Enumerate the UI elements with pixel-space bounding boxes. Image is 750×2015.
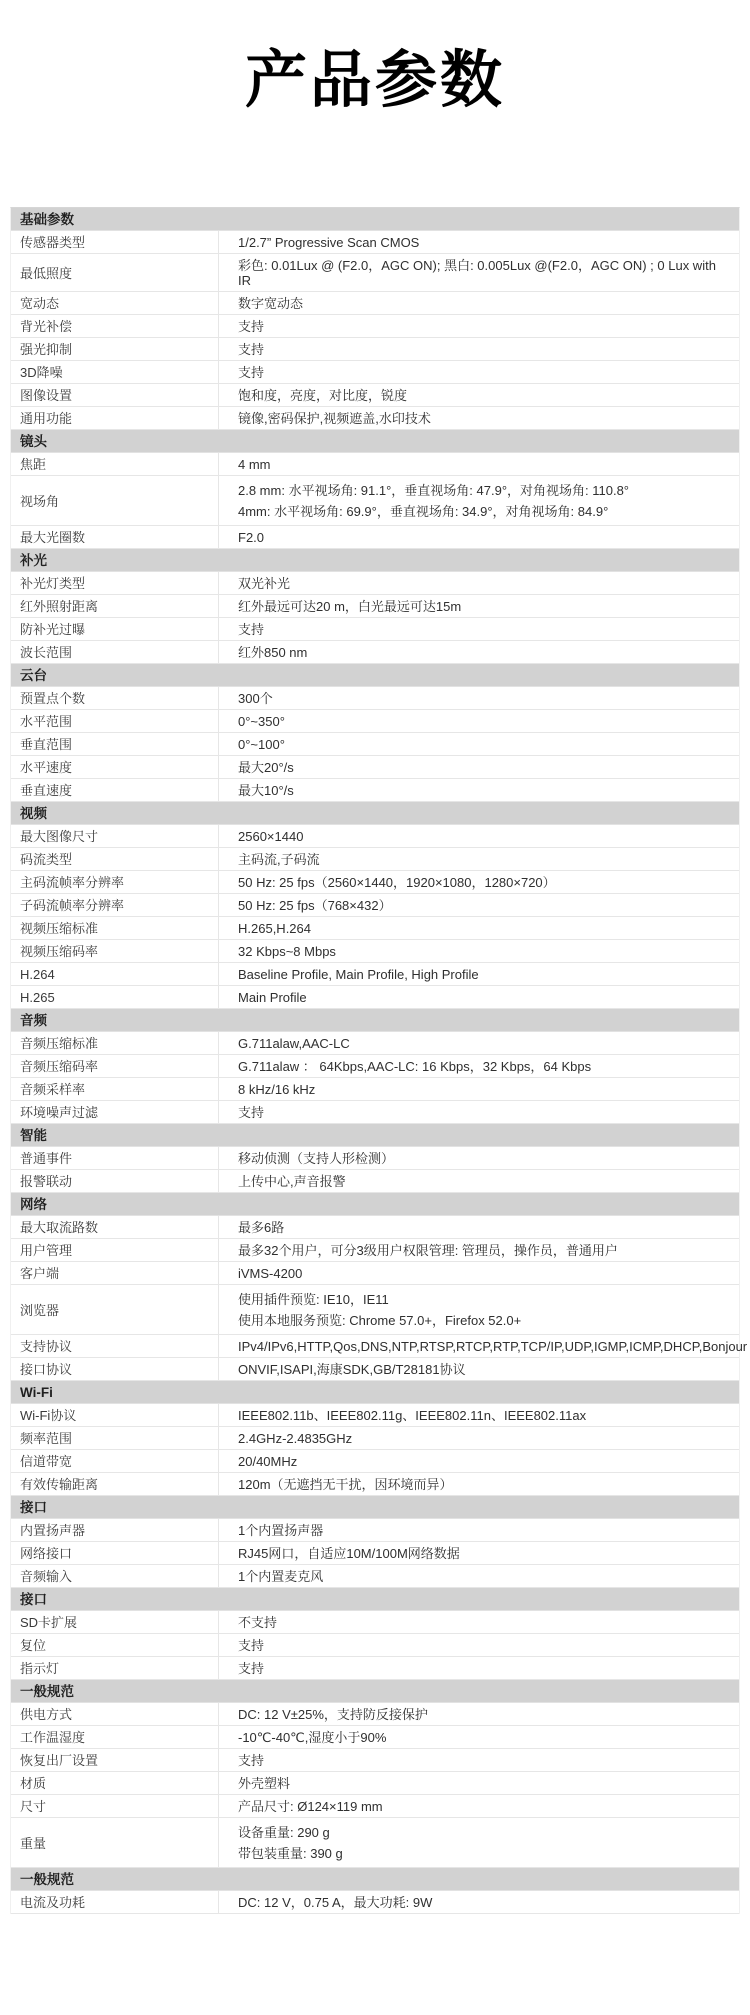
- spec-section: [11, 802, 739, 1009]
- spec-value-line: 外壳塑料: [238, 1776, 291, 1791]
- spec-label: 3D降噪: [11, 361, 219, 383]
- spec-value-line: 支持: [238, 365, 265, 380]
- spec-label: 强光抑制: [11, 338, 219, 360]
- spec-value-line: 支持: [238, 1105, 265, 1120]
- spec-value-line: RJ45网口，自适应10M/100M网络数据: [238, 1546, 460, 1561]
- page-title: 产品参数: [244, 46, 505, 115]
- spec-label: 浏览器: [11, 1285, 219, 1334]
- spec-value-line: 数字宽动态: [238, 296, 304, 311]
- spec-label: 波长范围: [11, 641, 219, 663]
- spec-value: [219, 1818, 739, 1867]
- spec-label: 网络接口: [11, 1542, 219, 1564]
- spec-value-line: 支持: [238, 1661, 265, 1676]
- spec-label: 指示灯: [11, 1657, 219, 1679]
- spec-value: [219, 254, 739, 291]
- spec-label: 复位: [11, 1634, 219, 1656]
- spec-section: [11, 1009, 739, 1124]
- spec-value: [219, 733, 739, 755]
- spec-row: [11, 1101, 739, 1124]
- spec-value: [219, 779, 739, 801]
- spec-value: [219, 476, 739, 525]
- spec-value: [219, 338, 739, 360]
- spec-label: 内置扬声器: [11, 1519, 219, 1541]
- spec-value: [219, 1427, 739, 1449]
- spec-value-line: 支持: [238, 342, 265, 357]
- spec-label: 音频压缩码率: [11, 1055, 219, 1077]
- spec-row: [11, 361, 739, 384]
- spec-value-line: 120m（无遮挡无干扰，因环境而异）: [238, 1477, 453, 1492]
- spec-value: [219, 572, 739, 594]
- product-spec-table: [10, 207, 748, 1914]
- spec-label: 恢复出厂设置: [11, 1749, 219, 1771]
- spec-value: [219, 292, 739, 314]
- spec-value-line: 8 kHz/16 kHz: [238, 1082, 316, 1097]
- spec-label: 背光补偿: [11, 315, 219, 337]
- spec-section-header: 镜头: [11, 430, 739, 453]
- spec-row: [11, 1032, 739, 1055]
- spec-value: [219, 1542, 739, 1564]
- spec-label: 垂直速度: [11, 779, 219, 801]
- spec-row: [11, 1726, 739, 1749]
- spec-row: [11, 254, 739, 292]
- spec-label: 码流类型: [11, 848, 219, 870]
- spec-row: [11, 1262, 739, 1285]
- spec-section-rows: [11, 1703, 739, 1868]
- spec-row: [11, 1335, 748, 1358]
- spec-value-line: 支持: [238, 319, 265, 334]
- spec-label: SD卡扩展: [11, 1611, 219, 1633]
- spec-label: 接口协议: [11, 1358, 219, 1380]
- spec-label: 客户端: [11, 1262, 219, 1284]
- spec-section-rows: [11, 453, 739, 549]
- spec-value-line: 支持: [238, 1638, 265, 1653]
- spec-row: [11, 572, 739, 595]
- spec-value: [219, 1473, 739, 1495]
- spec-section-header: 云台: [11, 664, 739, 687]
- spec-section-header: 接口: [11, 1588, 739, 1611]
- spec-row: [11, 1078, 739, 1101]
- spec-section: [11, 208, 739, 430]
- spec-value: [219, 963, 739, 985]
- spec-label: 视频压缩标准: [11, 917, 219, 939]
- spec-value: [219, 407, 739, 429]
- spec-value-line: ONVIF,ISAPI,海康SDK,GB/T28181协议: [238, 1362, 466, 1377]
- spec-value-line: 彩色: 0.01Lux @ (F2.0，AGC ON); 黑白: 0.005Lux @(F2.0，AGC ON) ; 0 Lux with IR: [238, 258, 716, 288]
- spec-row: [11, 1891, 739, 1914]
- spec-value-line: 使用本地服务预览: Chrome 57.0+，Firefox 52.0+: [238, 1313, 522, 1328]
- spec-section-header: 一般规范: [11, 1680, 739, 1703]
- spec-section: [11, 430, 739, 549]
- spec-section-header: 视频: [11, 802, 739, 825]
- spec-value: [219, 231, 739, 253]
- spec-value: [219, 1032, 739, 1054]
- spec-value-line: 双光补光: [238, 576, 291, 591]
- spec-section-rows: [11, 1216, 748, 1381]
- spec-value: [219, 756, 739, 778]
- spec-row: [11, 940, 739, 963]
- spec-row: [11, 986, 739, 1009]
- spec-label: 供电方式: [11, 1703, 219, 1725]
- spec-value-line: 4 mm: [238, 457, 271, 472]
- spec-section-rows: [11, 231, 739, 430]
- spec-section-header: 智能: [11, 1124, 739, 1147]
- spec-label: 最大图像尺寸: [11, 825, 219, 847]
- spec-label: 音频压缩标准: [11, 1032, 219, 1054]
- spec-value: [219, 1262, 739, 1284]
- spec-label: H.265: [11, 986, 219, 1008]
- spec-value-line: 不支持: [238, 1615, 278, 1630]
- spec-row: [11, 1427, 739, 1450]
- spec-value-line: 4mm: 水平视场角: 69.9°，垂直视场角: 34.9°，对角视场角: 84.9°: [238, 504, 609, 519]
- spec-row: [11, 963, 739, 986]
- spec-label: 环境噪声过滤: [11, 1101, 219, 1123]
- spec-label: 最低照度: [11, 254, 219, 291]
- spec-section-header: 音频: [11, 1009, 739, 1032]
- spec-row: [11, 687, 739, 710]
- spec-row: [11, 1170, 739, 1193]
- spec-row: [11, 779, 739, 802]
- spec-value-line: 300个: [238, 691, 273, 706]
- spec-row: [11, 1657, 739, 1680]
- spec-label: 传感器类型: [11, 231, 219, 253]
- spec-row: [11, 315, 739, 338]
- spec-value-line: 设备重量: 290 g: [238, 1825, 330, 1840]
- spec-section: [11, 1680, 739, 1868]
- spec-label: 补光灯类型: [11, 572, 219, 594]
- spec-value: [219, 1147, 739, 1169]
- spec-row: [11, 1611, 739, 1634]
- spec-value-line: 50 Hz: 25 fps（2560×1440，1920×1080，1280×720）: [238, 875, 556, 890]
- spec-value-line: H.265,H.264: [238, 921, 311, 936]
- spec-section-rows: [11, 572, 739, 664]
- spec-value: [219, 1239, 739, 1261]
- spec-value-line: 使用插件预览: IE10，IE11: [238, 1292, 389, 1307]
- spec-label: 普通事件: [11, 1147, 219, 1169]
- spec-row: [11, 1055, 739, 1078]
- spec-value: [219, 871, 739, 893]
- spec-value: [219, 526, 739, 548]
- spec-value: [219, 641, 739, 663]
- spec-value: [219, 894, 739, 916]
- spec-value: [219, 384, 739, 406]
- spec-section-header: 基础参数: [11, 208, 739, 231]
- spec-value: [219, 315, 739, 337]
- spec-value: [219, 1216, 739, 1238]
- spec-row: [11, 1216, 739, 1239]
- spec-row: [11, 1772, 739, 1795]
- spec-row: [11, 756, 739, 779]
- spec-section-rows: [11, 687, 739, 802]
- spec-row: [11, 1634, 739, 1657]
- spec-section-rows: [11, 1891, 739, 1914]
- spec-row: [11, 476, 739, 526]
- spec-row: [11, 848, 739, 871]
- spec-value-line: 红外最远可达20 m，白光最远可达15m: [238, 599, 462, 614]
- spec-section: [11, 1193, 748, 1381]
- spec-row: [11, 710, 739, 733]
- spec-label: 用户管理: [11, 1239, 219, 1261]
- spec-value: [219, 917, 739, 939]
- spec-label: Wi-Fi协议: [11, 1404, 219, 1426]
- spec-row: [11, 641, 739, 664]
- spec-value-line: 移动侦测（支持人形检测）: [238, 1151, 395, 1166]
- spec-row: [11, 1542, 739, 1565]
- spec-row: [11, 453, 739, 476]
- spec-value-line: F2.0: [238, 530, 265, 545]
- spec-label: 宽动态: [11, 292, 219, 314]
- spec-value-line: 支持: [238, 622, 265, 637]
- spec-value: [219, 1611, 739, 1633]
- spec-value: [219, 848, 739, 870]
- spec-section-header: 补光: [11, 549, 739, 572]
- spec-value-line: 2.8 mm: 水平视场角: 91.1°，垂直视场角: 47.9°，对角视场角: 110.8°: [238, 483, 630, 498]
- spec-section-header: Wi-Fi: [11, 1381, 739, 1404]
- spec-row: [11, 618, 739, 641]
- spec-value: [219, 1404, 739, 1426]
- spec-section: [11, 664, 739, 802]
- spec-value-line: iVMS-4200: [238, 1266, 303, 1281]
- spec-section: [11, 1496, 739, 1588]
- spec-value-line: 饱和度，亮度，对比度，锐度: [238, 388, 408, 403]
- spec-row: [11, 231, 739, 254]
- spec-row: [11, 1147, 739, 1170]
- spec-label: 防补光过曝: [11, 618, 219, 640]
- spec-label: 预置点个数: [11, 687, 219, 709]
- spec-row: [11, 871, 739, 894]
- spec-row: [11, 526, 739, 549]
- spec-label: 水平速度: [11, 756, 219, 778]
- spec-row: [11, 1285, 739, 1335]
- spec-row: [11, 1450, 739, 1473]
- spec-section-header: 一般规范: [11, 1868, 739, 1891]
- spec-row: [11, 1473, 739, 1496]
- spec-value: [219, 1055, 739, 1077]
- spec-section-header: 接口: [11, 1496, 739, 1519]
- spec-value-line: DC: 12 V，0.75 A，最大功耗: 9W: [238, 1895, 433, 1910]
- spec-row: [11, 384, 739, 407]
- spec-row: [11, 1703, 739, 1726]
- spec-value-line: Baseline Profile, Main Profile, High Profile: [238, 967, 479, 982]
- spec-value-line: 红外850 nm: [238, 645, 308, 660]
- spec-value-line: 0°~100°: [238, 737, 285, 752]
- spec-section-rows: [11, 1404, 739, 1496]
- spec-value-line: 最多32个用户，可分3级用户权限管理: 管理员，操作员，普通用户: [238, 1243, 618, 1258]
- spec-label: 视频压缩码率: [11, 940, 219, 962]
- spec-value-line: 最大10°/s: [238, 783, 294, 798]
- spec-label: 频率范围: [11, 1427, 219, 1449]
- spec-value-line: 32 Kbps~8 Mbps: [238, 944, 336, 959]
- spec-value: [219, 1170, 739, 1192]
- spec-value-line: 镜像,密码保护,视频遮盖,水印技术: [238, 411, 431, 426]
- spec-label: 焦距: [11, 453, 219, 475]
- spec-section: [11, 1124, 739, 1193]
- spec-section-header: 网络: [11, 1193, 739, 1216]
- spec-value-line: 最多6路: [238, 1220, 285, 1235]
- spec-value-line: -10℃-40℃,湿度小于90%: [238, 1730, 387, 1745]
- spec-label: 红外照射距离: [11, 595, 219, 617]
- spec-value-line: 20/40MHz: [238, 1454, 298, 1469]
- spec-value-line: 主码流,子码流: [238, 852, 320, 867]
- spec-row: [11, 407, 739, 430]
- spec-value-line: 2560×1440: [238, 829, 304, 844]
- spec-value-line: IEEE802.11b、IEEE802.11g、IEEE802.11n、IEEE802.11ax: [238, 1408, 587, 1423]
- spec-row: [11, 1239, 739, 1262]
- spec-row: [11, 292, 739, 315]
- spec-section: [11, 1588, 739, 1680]
- spec-label: 子码流帧率分辨率: [11, 894, 219, 916]
- spec-row: [11, 1749, 739, 1772]
- spec-value-line: 1个内置扬声器: [238, 1523, 324, 1538]
- spec-value: [219, 1450, 739, 1472]
- spec-value-line: 最大20°/s: [238, 760, 294, 775]
- spec-value: [219, 1891, 739, 1913]
- spec-label: 信道带宽: [11, 1450, 219, 1472]
- spec-label: 图像设置: [11, 384, 219, 406]
- spec-value: [219, 1634, 739, 1656]
- spec-row: [11, 1818, 739, 1868]
- spec-value: [219, 1101, 739, 1123]
- spec-label: 水平范围: [11, 710, 219, 732]
- spec-label: 报警联动: [11, 1170, 219, 1192]
- spec-label: 音频输入: [11, 1565, 219, 1587]
- spec-value-line: DC: 12 V±25%，支持防反接保护: [238, 1707, 428, 1722]
- spec-row: [11, 917, 739, 940]
- spec-section: [11, 1381, 739, 1496]
- spec-value: [219, 1749, 739, 1771]
- spec-value: [219, 940, 739, 962]
- spec-value: [219, 1078, 739, 1100]
- spec-label: 支持协议: [11, 1335, 219, 1357]
- spec-value: [219, 595, 739, 617]
- spec-value-line: 带包装重量: 390 g: [238, 1846, 343, 1861]
- spec-label: 主码流帧率分辨率: [11, 871, 219, 893]
- spec-label: 工作温湿度: [11, 1726, 219, 1748]
- spec-value: [219, 1358, 739, 1380]
- spec-label: 材质: [11, 1772, 219, 1794]
- spec-row: [11, 338, 739, 361]
- spec-value: [219, 1657, 739, 1679]
- spec-row: [11, 595, 739, 618]
- spec-section: [11, 549, 739, 664]
- spec-value: [219, 453, 739, 475]
- spec-value: [219, 1795, 739, 1817]
- spec-label: H.264: [11, 963, 219, 985]
- spec-value: [219, 825, 739, 847]
- spec-value: [219, 687, 739, 709]
- spec-label: 通用功能: [11, 407, 219, 429]
- spec-row: [11, 825, 739, 848]
- spec-row: [11, 1795, 739, 1818]
- spec-value: [219, 618, 739, 640]
- spec-value-line: 产品尺寸: Ø124×119 mm: [238, 1799, 383, 1814]
- spec-label: 最大光圈数: [11, 526, 219, 548]
- spec-row: [11, 1404, 739, 1427]
- spec-value-line: 50 Hz: 25 fps（768×432）: [238, 898, 392, 913]
- spec-value-line: G.711alaw ： 64Kbps,AAC-LC: 16 Kbps，32 Kbps，64 Kbps: [238, 1059, 592, 1074]
- spec-value-line: 上传中心,声音报警: [238, 1174, 346, 1189]
- spec-section-rows: [11, 1611, 739, 1680]
- spec-value: [219, 1565, 739, 1587]
- spec-label: 视场角: [11, 476, 219, 525]
- spec-value-line: 支持: [238, 1753, 265, 1768]
- spec-label: 电流及功耗: [11, 1891, 219, 1913]
- spec-value-line: G.711alaw,AAC-LC: [238, 1036, 350, 1051]
- spec-section-rows: [11, 1147, 739, 1193]
- spec-value-line: 1/2.7” Progressive Scan CMOS: [238, 235, 420, 250]
- spec-value: [219, 361, 739, 383]
- spec-value: [219, 1519, 739, 1541]
- spec-value: [219, 1772, 739, 1794]
- spec-row: [11, 1565, 739, 1588]
- spec-section-rows: [11, 1032, 739, 1124]
- spec-value-line: 2.4GHz-2.4835GHz: [238, 1431, 353, 1446]
- spec-label: 重量: [11, 1818, 219, 1867]
- spec-value: [219, 1726, 739, 1748]
- spec-label: 垂直范围: [11, 733, 219, 755]
- spec-label: 尺寸: [11, 1795, 219, 1817]
- spec-value-line: IPv4/IPv6,HTTP,Qos,DNS,NTP,RTSP,RTCP,RTP,TCP/IP,UDP,IGMP,ICMP,DHCP,Bonjour: [238, 1339, 748, 1354]
- spec-label: 音频采样率: [11, 1078, 219, 1100]
- spec-value-line: 0°~350°: [238, 714, 285, 729]
- spec-value: [219, 1703, 739, 1725]
- spec-value: [219, 986, 739, 1008]
- spec-section: [11, 1868, 739, 1914]
- spec-row: [11, 1519, 739, 1542]
- spec-row: [11, 1358, 739, 1381]
- spec-value-line: Main Profile: [238, 990, 307, 1005]
- spec-value: [219, 1335, 750, 1357]
- spec-row: [11, 894, 739, 917]
- spec-section-rows: [11, 825, 739, 1009]
- spec-value-line: 1个内置麦克风: [238, 1569, 324, 1584]
- spec-value: [219, 1285, 739, 1334]
- spec-label: 最大取流路数: [11, 1216, 219, 1238]
- spec-section-rows: [11, 1519, 739, 1588]
- spec-row: [11, 733, 739, 756]
- spec-value: [219, 710, 739, 732]
- spec-label: 有效传输距离: [11, 1473, 219, 1495]
